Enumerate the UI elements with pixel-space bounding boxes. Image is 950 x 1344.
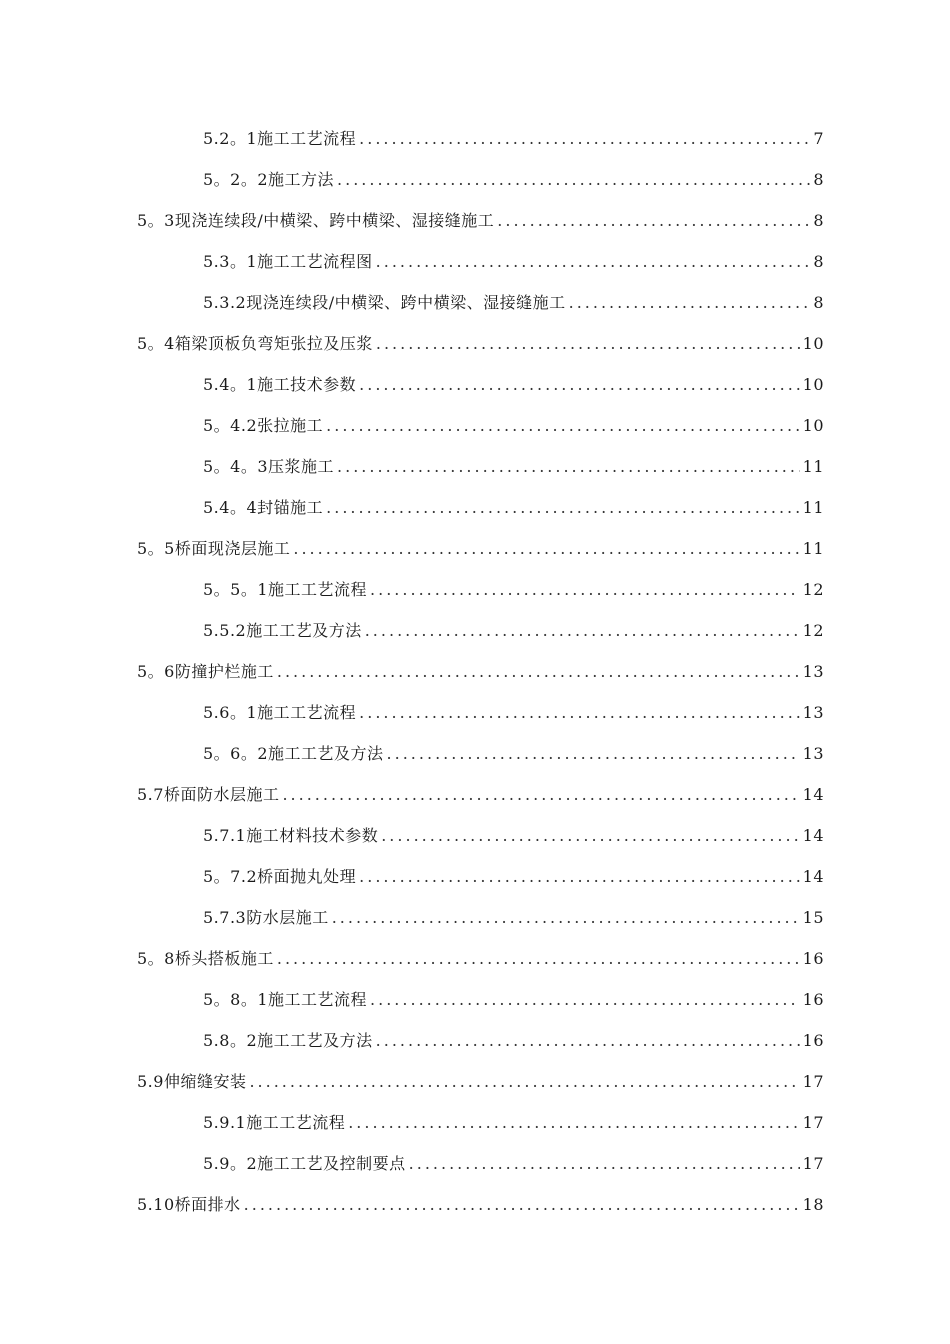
toc-entry[interactable]	[0, 118, 950, 159]
toc-entry[interactable]	[0, 651, 950, 692]
toc-dot-leader	[497, 200, 810, 241]
toc-dot-leader	[359, 856, 800, 897]
toc-page-number: 13	[802, 703, 824, 722]
toc-dot-leader	[326, 487, 800, 528]
toc-page-number: 16	[802, 949, 824, 968]
toc-entry-title: 5。4箱梁顶板负弯矩张拉及压浆	[137, 334, 373, 353]
toc-entry-title: 5.5.2施工工艺及方法	[203, 621, 362, 640]
toc-dot-leader	[326, 405, 800, 446]
toc-entry[interactable]	[0, 610, 950, 651]
toc-entry-title: 5。7.2桥面抛丸处理	[203, 867, 357, 886]
toc-dot-leader	[359, 118, 810, 159]
toc-entry[interactable]	[0, 692, 950, 733]
toc-page-number: 18	[802, 1195, 824, 1214]
toc-dot-leader	[359, 692, 800, 733]
toc-entry-title: 5.7.1施工材料技术参数	[203, 826, 379, 845]
toc-entry-title: 5。8。1施工工艺流程	[203, 990, 368, 1009]
toc-entry[interactable]	[0, 282, 950, 323]
toc-page-number: 14	[802, 785, 824, 804]
toc-page-number: 7	[813, 129, 824, 148]
toc-entry[interactable]	[0, 487, 950, 528]
toc-entry[interactable]	[0, 159, 950, 200]
toc-entry[interactable]	[0, 241, 950, 282]
toc-entry-title: 5。8桥头搭板施工	[137, 949, 274, 968]
toc-page-number: 8	[813, 170, 824, 189]
toc-entry[interactable]	[0, 323, 950, 364]
toc-dot-leader	[277, 938, 800, 979]
toc-entry[interactable]	[0, 364, 950, 405]
toc-entry[interactable]	[0, 200, 950, 241]
toc-dot-leader	[249, 1061, 799, 1102]
toc-dot-leader	[337, 159, 810, 200]
toc-entry[interactable]	[0, 446, 950, 487]
toc-page-number: 13	[802, 662, 824, 681]
toc-entry-title: 5.7.3防水层施工	[203, 908, 329, 927]
toc-dot-leader	[348, 1102, 799, 1143]
toc-entry[interactable]	[0, 1184, 950, 1225]
toc-entry-title: 5。2。2施工方法	[203, 170, 335, 189]
toc-page-number: 10	[802, 375, 824, 394]
toc-dot-leader	[337, 446, 800, 487]
toc-dot-leader	[370, 979, 800, 1020]
toc-page-number: 11	[802, 457, 824, 476]
toc-entry-title: 5.2。1施工工艺流程	[203, 129, 357, 148]
toc-page-number: 14	[802, 826, 824, 845]
toc-entry-title: 5.3.2现浇连续段/中横梁、跨中横梁、湿接缝施工	[203, 293, 566, 312]
toc-page-number: 12	[802, 621, 824, 640]
toc-page-number: 10	[802, 334, 824, 353]
toc-page-number: 17	[802, 1113, 824, 1132]
toc-dot-leader	[376, 323, 800, 364]
toc-dot-leader	[376, 241, 811, 282]
toc-dot-leader	[282, 774, 799, 815]
toc-page-number: 17	[802, 1072, 824, 1091]
toc-page-number: 10	[802, 416, 824, 435]
toc-page-number: 16	[802, 1031, 824, 1050]
toc-entry-title: 5。5桥面现浇层施工	[137, 539, 291, 558]
toc-entry[interactable]	[0, 528, 950, 569]
toc-dot-leader	[332, 897, 800, 938]
toc-entry[interactable]	[0, 1143, 950, 1184]
toc-entry-title: 5.4。1施工技术参数	[203, 375, 357, 394]
toc-dot-leader	[409, 1143, 800, 1184]
toc-page-number: 12	[802, 580, 824, 599]
toc-entry-title: 5.9。2施工工艺及控制要点	[203, 1154, 406, 1173]
toc-dot-leader	[381, 815, 799, 856]
toc-entry[interactable]	[0, 856, 950, 897]
toc-entry-title: 5.6。1施工工艺流程	[203, 703, 357, 722]
toc-page-number: 8	[813, 293, 824, 312]
toc-page-number: 11	[802, 498, 824, 517]
toc-entry-title: 5。6。2施工工艺及方法	[203, 744, 384, 763]
toc-page-number: 17	[802, 1154, 824, 1173]
toc-page-number: 8	[813, 211, 824, 230]
toc-page-number: 8	[813, 252, 824, 271]
toc-entry[interactable]	[0, 979, 950, 1020]
toc-entry[interactable]	[0, 1102, 950, 1143]
toc-entry-title: 5.9.1施工工艺流程	[203, 1113, 346, 1132]
table-of-contents	[0, 118, 950, 1225]
toc-entry[interactable]	[0, 897, 950, 938]
toc-page-number: 13	[802, 744, 824, 763]
toc-entry-title: 5.4。4封锚施工	[203, 498, 324, 517]
toc-entry-title: 5.10桥面排水	[137, 1195, 241, 1214]
toc-entry-title: 5。3现浇连续段/中横梁、跨中横梁、湿接缝施工	[137, 211, 495, 230]
toc-entry[interactable]	[0, 774, 950, 815]
toc-dot-leader	[569, 282, 811, 323]
toc-entry-title: 5.9伸缩缝安装	[137, 1072, 247, 1091]
toc-entry[interactable]	[0, 1061, 950, 1102]
toc-entry-title: 5.8。2施工工艺及方法	[203, 1031, 373, 1050]
toc-entry-title: 5。4。3压浆施工	[203, 457, 335, 476]
toc-entry[interactable]	[0, 815, 950, 856]
toc-entry[interactable]	[0, 405, 950, 446]
toc-page-number: 15	[802, 908, 824, 927]
toc-entry-title: 5.7桥面防水层施工	[137, 785, 280, 804]
toc-dot-leader	[365, 610, 800, 651]
toc-dot-leader	[244, 1184, 800, 1225]
toc-entry-title: 5.3。1施工工艺流程图	[203, 252, 373, 271]
toc-dot-leader	[376, 1020, 800, 1061]
toc-entry[interactable]	[0, 938, 950, 979]
toc-page-number: 11	[802, 539, 824, 558]
toc-entry[interactable]	[0, 733, 950, 774]
toc-entry-title: 5。4.2张拉施工	[203, 416, 324, 435]
toc-page-number: 14	[802, 867, 824, 886]
toc-entry[interactable]	[0, 569, 950, 610]
toc-dot-leader	[387, 733, 800, 774]
toc-entry-title: 5。6防撞护栏施工	[137, 662, 274, 681]
toc-dot-leader	[359, 364, 800, 405]
toc-entry-title: 5。5。1施工工艺流程	[203, 580, 368, 599]
toc-dot-leader	[293, 528, 799, 569]
toc-entry[interactable]	[0, 1020, 950, 1061]
toc-dot-leader	[277, 651, 800, 692]
toc-page-number: 16	[802, 990, 824, 1009]
toc-dot-leader	[370, 569, 800, 610]
